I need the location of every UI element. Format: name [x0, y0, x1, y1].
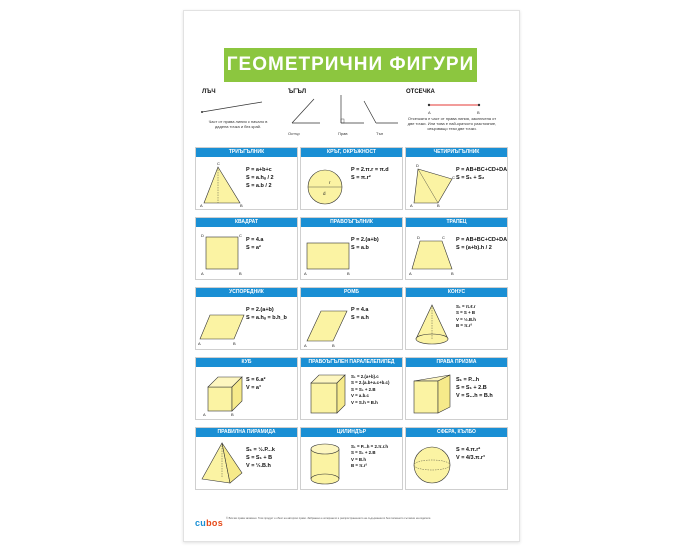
card-title: ЦИЛИНДЪР [301, 428, 402, 437]
formula: V = S...h = B.h [456, 393, 493, 399]
svg-text:B: B [437, 203, 440, 208]
card-title: ПРАВОЪГЪЛЕН ПАРАЛЕЛЕПИПЕД [301, 358, 402, 367]
card-title: КВАДРАТ [196, 218, 297, 227]
card-title: ТРАПЕЦ [406, 218, 507, 227]
logo-part: bos [206, 518, 224, 528]
formula: S₁ = π.ℓ.r [456, 304, 476, 309]
segment-description: Отсечката е част от права линия, заключена от две точки. Или това е най-краткото разстояние, свързващо тези две точки. [407, 116, 497, 131]
ray-label: ЛЪЧ [202, 89, 216, 95]
formula: S = S₁ + 2.B [456, 385, 487, 391]
formula: B = π.r² [351, 463, 367, 469]
trapezoid-figure [408, 229, 456, 279]
segment-label: ОТСЕЧКА [406, 89, 435, 95]
triangle-figure [198, 159, 246, 209]
formula: S = 2.(a.b+a.c+b.c) [351, 380, 390, 386]
formula: P = AB+BC+CD+DA [456, 167, 508, 173]
svg-text:C: C [217, 161, 220, 166]
formula: P = 2.(a+b) [351, 237, 379, 243]
card-title: КУБ [196, 358, 297, 367]
svg-text:B: B [239, 271, 242, 276]
svg-text:A: A [410, 203, 413, 208]
svg-text:r: r [329, 180, 331, 185]
svg-text:C: C [239, 233, 242, 238]
rectangle-figure [303, 229, 351, 279]
card-trapezoid [405, 217, 508, 280]
svg-text:d: d [323, 191, 326, 196]
formula: S₁ = 2.(a+b).c [351, 374, 379, 379]
card-cylinder [300, 427, 403, 490]
formula: S = S₁ + 2.B [351, 450, 376, 456]
formula: B = π.r² [456, 323, 472, 329]
formula: P = a+b+c [246, 167, 272, 173]
card-title: ТРИЪГЪЛНИК [196, 148, 297, 157]
card-title: КОНУС [406, 288, 507, 297]
formula-list [246, 376, 298, 392]
formula: P = 2.(a+b) [246, 307, 274, 313]
formula-list [456, 236, 508, 252]
formula: S₁ = P...h = 2.π.r.h [351, 444, 389, 449]
card-triangle [195, 147, 298, 210]
svg-text:D: D [417, 235, 420, 240]
card-cube [195, 357, 298, 420]
cone-figure [408, 299, 456, 349]
formula: S = a.h [351, 315, 369, 321]
formula: V = a³ [246, 385, 261, 391]
square-figure [198, 229, 246, 279]
segment-point-a: A [428, 110, 431, 115]
formula-list [456, 376, 508, 400]
formula-list [246, 236, 298, 252]
svg-text:A: A [200, 203, 203, 208]
svg-text:D: D [416, 163, 419, 168]
card-title: СФЕРА, КЪЛБО [406, 428, 507, 437]
formula: S = a² [246, 245, 261, 251]
card-pyramid [195, 427, 298, 490]
svg-text:A: A [201, 271, 204, 276]
formula: S = S₁ + 2.B [351, 386, 376, 392]
circle-figure [303, 159, 351, 209]
formula: V = 4/3.π.r³ [456, 455, 485, 461]
card-title: КРЪГ, ОКРЪЖНОСТ [301, 148, 402, 157]
card-title: ПРАВА ПРИЗМА [406, 358, 507, 367]
formula: S = π.r² [351, 175, 371, 181]
card-cuboid [300, 357, 403, 420]
formula: S = (a+b).h / 2 [456, 245, 492, 251]
card-circle [300, 147, 403, 210]
segment-figure [424, 101, 484, 109]
formula-list [456, 166, 508, 182]
svg-text:B: B [332, 343, 335, 348]
angle-figures [284, 93, 400, 131]
ray-figure [198, 99, 264, 115]
card-title: УСПОРЕДНИК [196, 288, 297, 297]
svg-text:A: A [304, 343, 307, 348]
formula: V = ⅓.B.h [456, 316, 476, 322]
formula: S = a.b / 2 [246, 183, 272, 189]
footer-text: © Всички права запазени. Този продукт е обект на авторско право. Забранено е копирането и разпространението на съдържанието без писменото съгласие на издателя. [226, 517, 432, 520]
cubos-logo [195, 518, 223, 528]
card-cone [405, 287, 508, 350]
formula-list [246, 306, 298, 322]
card-title: ЧЕТИРИЪГЪЛНИК [406, 148, 507, 157]
ray-description: Част от права линия с начало в дадена точка и без край. [208, 119, 268, 129]
segment-point-b: B [477, 110, 480, 115]
card-rhombus [300, 287, 403, 350]
right-angle-label: Прав [338, 131, 348, 136]
pyramid-figure [198, 439, 246, 489]
svg-text:C: C [442, 235, 445, 240]
formula: S = S + B [456, 310, 476, 316]
formula: S = a.b [351, 245, 369, 251]
poster [183, 10, 520, 542]
formula: V = ⅓.B.h [246, 463, 271, 469]
formula: S = S₁ + S₂ [456, 175, 485, 181]
svg-text:A: A [304, 271, 307, 276]
formula: S = a.hₐ / 2 [246, 175, 274, 181]
formula-list [456, 304, 508, 330]
formula: P = 4.a [351, 307, 369, 313]
svg-text:A: A [203, 412, 206, 417]
formula-list [351, 374, 403, 406]
formula-list [351, 236, 403, 252]
parallelogram-figure [198, 299, 246, 349]
cube-figure [198, 369, 246, 419]
svg-text:B: B [347, 271, 350, 276]
formula-list [246, 446, 298, 470]
cylinder-figure [303, 439, 351, 489]
svg-text:B: B [451, 271, 454, 276]
quadrilateral-figure [408, 159, 456, 209]
card-title: ПРАВОЪГЪЛНИК [301, 218, 402, 227]
formula-list [351, 306, 403, 322]
formula: V = S.h = B.h [351, 399, 378, 405]
card-quadrilateral [405, 147, 508, 210]
svg-text:D: D [201, 233, 204, 238]
formula-list [246, 166, 298, 190]
obtuse-angle-label: Тъп [376, 131, 384, 136]
card-sphere [405, 427, 508, 490]
card-title: РОМБ [301, 288, 402, 297]
svg-text:B: B [240, 203, 243, 208]
card-title: ПРАВИЛНА ПИРАМИДА [196, 428, 297, 437]
card-square [195, 217, 298, 280]
poster-title: ГЕОМЕТРИЧНИ ФИГУРИ [224, 48, 477, 82]
svg-text:C: C [452, 175, 455, 180]
formula: S = 6.a² [246, 377, 266, 383]
formula-list [456, 446, 508, 462]
basics-row [184, 83, 519, 143]
svg-text:A: A [198, 341, 201, 346]
formula: S₁ = P...h [456, 377, 480, 383]
rhombus-figure [303, 299, 351, 349]
card-prism [405, 357, 508, 420]
card-rectangle [300, 217, 403, 280]
formula: S = a.hₐ = b.h_b [246, 315, 287, 321]
card-parallelogram [195, 287, 298, 350]
formula-list [351, 166, 403, 182]
formula: S₁ = ½.P...k [246, 447, 275, 453]
formula: P = 2.π.r = π.d [351, 167, 389, 173]
svg-text:A: A [409, 271, 412, 276]
formula: S = S₁ + B [246, 455, 273, 461]
cuboid-figure [303, 369, 351, 419]
formula-list [351, 444, 403, 470]
svg-text:B: B [233, 341, 236, 346]
angle-label: ЪГЪЛ [288, 89, 307, 95]
formula: P = 4.a [246, 237, 264, 243]
logo-part: cu [195, 518, 207, 528]
formula: P = AB+BC+CD+DA [456, 237, 508, 243]
acute-angle-label: Остър [288, 131, 300, 136]
prism-figure [408, 369, 456, 419]
formula: V = a.b.c [351, 393, 369, 399]
sphere-figure [408, 439, 456, 489]
formula: S = 4.π.r² [456, 447, 481, 453]
svg-text:B: B [231, 412, 234, 417]
formula: V = B.h [351, 456, 367, 462]
